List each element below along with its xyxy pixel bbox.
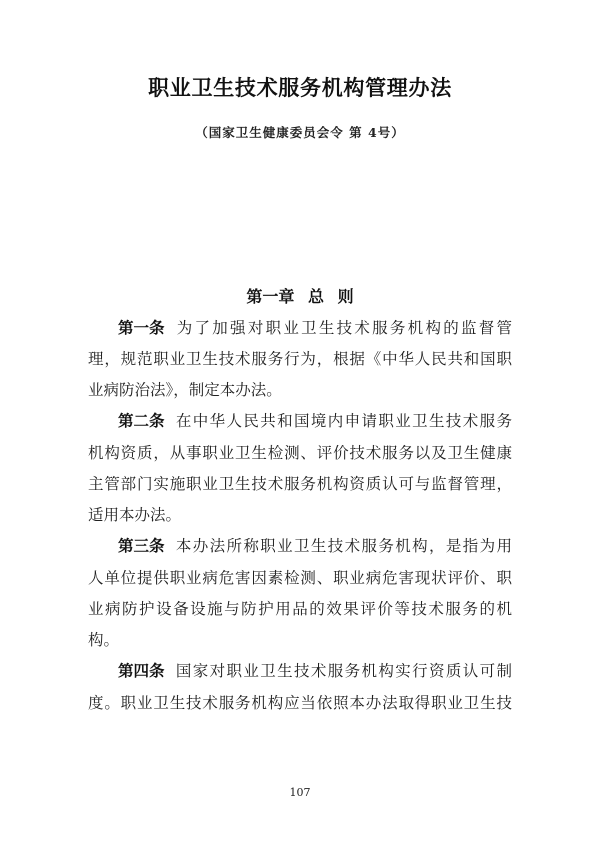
article-line: 构。 [88,631,120,650]
article-1 [88,313,512,407]
article-line: 主管部门实施职业卫生技术服务机构资质认可与监督管理， [88,474,512,493]
document-title: 职业卫生技术服务机构管理办法 [148,76,452,100]
article-line [88,313,512,344]
article-line: 人单位提供职业病危害因素检测、职业病危害现状评价、职 [88,568,512,587]
article-label: 第三条 [118,537,165,556]
article-line [88,656,512,687]
document-body [88,281,512,719]
article-text: 为了加强对职业卫生技术服务机构的监督管 [174,318,512,337]
article-text: 在中华人民共和国境内申请职业卫生技术服务 [174,412,512,431]
article-label: 第二条 [118,412,165,431]
article-2 [88,406,512,531]
article-label: 第一条 [118,318,165,337]
article-label: 第四条 [118,662,165,681]
article-line: 理，规范职业卫生技术服务行为，根据《中华人民共和国职 [88,349,512,368]
article-line: 度。职业卫生技术服务机构应当依照本办法取得职业卫生技 [88,693,512,712]
article-3 [88,531,512,656]
article-line [88,406,512,437]
article-line: 业病防治法》，制定本办法。 [88,381,282,400]
article-text: 国家对职业卫生技术服务机构实行资质认可制 [174,662,512,681]
article-line: 适用本办法。 [88,506,182,525]
article-text: 本办法所称职业卫生技术服务机构，是指为用 [174,537,512,556]
article-line: 业病防护设备设施与防护用品的效果评价等技术服务的机 [88,599,512,618]
article-line [88,531,512,562]
page-number: 107 [289,786,311,799]
document-subtitle: （国家卫生健康委员会令 第 4号） [195,125,405,140]
article-4 [88,656,512,719]
article-line: 机构资质，从事职业卫生检测、评价技术服务以及卫生健康 [88,443,512,462]
chapter-heading: 第一章 总 则 [246,287,354,307]
